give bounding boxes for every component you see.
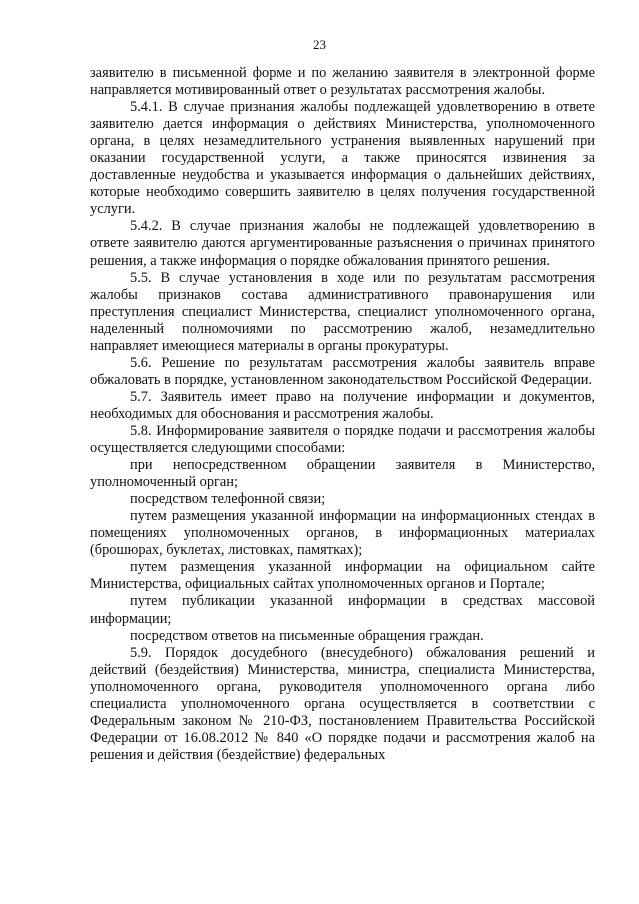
list-item-information-stands: путем размещения указанной информации на информационных стендах в помещениях уполномоченных органов, в информационных материалах (брошюрах, буклетах, листовках, памятках);	[90, 508, 595, 559]
list-item-direct-appeal: при непосредственном обращении заявителя в Министерство, уполномоченный орган;	[90, 457, 595, 491]
paragraph-5-4-2: 5.4.2. В случае признания жалобы не подлежащей удовлетворению в ответе заявителю даются аргументированные разъяснения о причинах принятого решения, а также информация о порядке обжалования принятого решения.	[90, 218, 595, 269]
page-number: 23	[313, 37, 326, 52]
paragraph-5-9: 5.9. Порядок досудебного (внесудебного) обжалования решений и действий (бездействия) Министерства, министра, специалиста Министерства, уполномоченного органа, руководителя уполномоченного органа либо специалиста уполномоченного органа осуществляется в соответствии с Федеральным законом № 210-ФЗ, постановлением Правительства Российской Федерации от 16.08.2012 № 840 «О порядке подачи и рассмотрения жалоб на решения и действия (бездействие) федеральных	[90, 644, 595, 763]
paragraph-5-4-1: 5.4.1. В случае признания жалобы подлежащей удовлетворению в ответе заявителю дается информация о действиях Министерства, уполномоченного органа, в целях незамедлительного устранения выявленных нарушений при оказании государственной услуги, а также приносятся извинения за доставленные неудобства и указывается информация о дальнейших действиях, которые необходимо совершить заявителю в целях получения государственной услуги.	[90, 99, 595, 218]
list-item-written-replies: посредством ответов на письменные обращения граждан.	[130, 627, 484, 644]
paragraph-5-8: 5.8. Информирование заявителя о порядке подачи и рассмотрения жалобы осуществляется следующими способами:	[90, 422, 595, 457]
paragraph-5-5: 5.5. В случае установления в ходе или по результатам рассмотрения жалобы признаков состава административного правонарушения или преступления специалист Министерства, специалист уполномоченного органа, наделенный полномочиями по рассмотрению жалоб, незамедлительно направляет имеющиеся материалы в органы прокуратуры.	[90, 269, 595, 354]
paragraph-5-6: 5.6. Решение по результатам рассмотрения жалобы заявитель вправе обжаловать в порядке, установленном законодательством Российской Федерации.	[90, 354, 595, 388]
list-item-telephone: посредством телефонной связи;	[130, 491, 326, 508]
list-item-official-websites: путем размещения указанной информации на официальном сайте Министерства, официальных сайтах уполномоченных органов и Портале;	[90, 559, 595, 593]
paragraph-response-continuation: заявителю в письменной форме и по желанию заявителя в электронной форме направляется мотивированный ответ о результатах рассмотрения жалобы.	[90, 65, 595, 99]
paragraph-5-7: 5.7. Заявитель имеет право на получение информации и документов, необходимых для обоснования и рассмотрения жалобы.	[90, 388, 595, 422]
list-item-mass-media: путем публикации указанной информации в средствах массовой информации;	[90, 593, 595, 627]
document-body	[90, 65, 595, 764]
